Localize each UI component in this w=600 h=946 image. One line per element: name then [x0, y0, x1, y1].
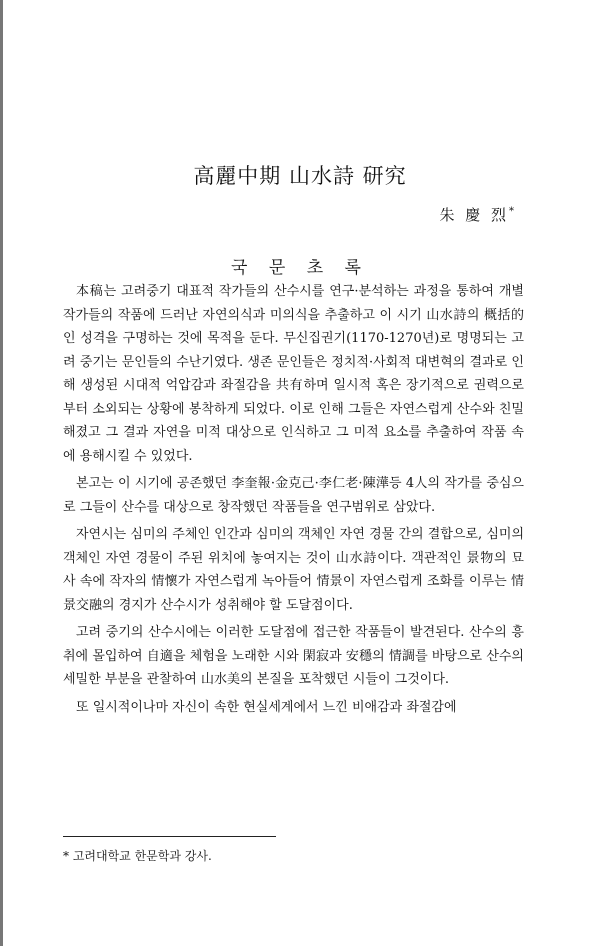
scan-page-edge [0, 0, 3, 946]
abstract-paragraph: 本稿는 고려중기 대표적 작가들의 산수시를 연구·분석하는 과정을 통하여 개별작가들의 작품에 드러난 자연의식과 미의식을 추출하고 이 시기 山水詩의 概括的인 성격을 구명하는 것에 목적을 둔다. 무신집권기(1170-1270년)로 명명되는 고려 중기는 문인들의 수난기였다. 생존 문인들은 정치적·사회적 대변혁의 결과로 인해 생성된 시대적 억압감과 좌절감을 共有하며 일시적 혹은 장기적으로 권력으로부터 소외되는 상황에 봉착하게 되었다. 이로 인해 그들은 자연스럽게 산수와 친밀해졌고 그 결과 자연을 미적 대상으로 인식하고 그 미적 요소를 추출하여 작품 속에 용해시킬 수 있었다. [63, 284, 524, 464]
abstract-paragraph: 고려 중기의 산수시에는 이러한 도달점에 접근한 작품들이 발견된다. 산수의 흥취에 몰입하여 自適을 체험을 노래한 시와 閑寂과 安穩의 情調를 바탕으로 산수의 세밀한 부분을 관찰하여 山水美의 본질을 포착했던 시들이 그것이다. [63, 625, 524, 687]
author-name: 朱 慶 烈 [439, 206, 509, 224]
abstract-paragraph: 자연시는 심미의 주체인 인간과 심미의 객체인 자연 경물 간의 결합으로, 심미의 객체인 자연 경물이 주된 위치에 놓여지는 것이 山水詩이다. 객관적인 景物의 묘사 속에 작자의 情懷가 자연스럽게 녹아들어 情景이 자연스럽게 조화를 이루는 情景交融의 경지가 산수시가 성취해야 할 도달점이다. [63, 527, 524, 613]
abstract-paragraph: 또 일시적이나마 자신이 속한 현실세계에서 느낀 비애감과 좌절감에 [76, 699, 457, 715]
author [439, 204, 514, 225]
footnote: * 고려대학교 한문학과 강사. [63, 849, 212, 863]
footnote-divider [63, 836, 276, 837]
abstract-heading: 국 문 초 록 [231, 258, 369, 278]
abstract-body [63, 280, 524, 723]
abstract-paragraph: 본고는 이 시기에 공존했던 李奎報·金克己·李仁老·陳澕등 4人의 작가를 중심으로 그들이 산수를 대상으로 창작했던 작품들을 연구범위로 삼았다. [63, 476, 524, 515]
paper-title: 高麗中期 山水詩 研究 [193, 164, 407, 188]
author-footnote-mark: * [509, 206, 514, 217]
